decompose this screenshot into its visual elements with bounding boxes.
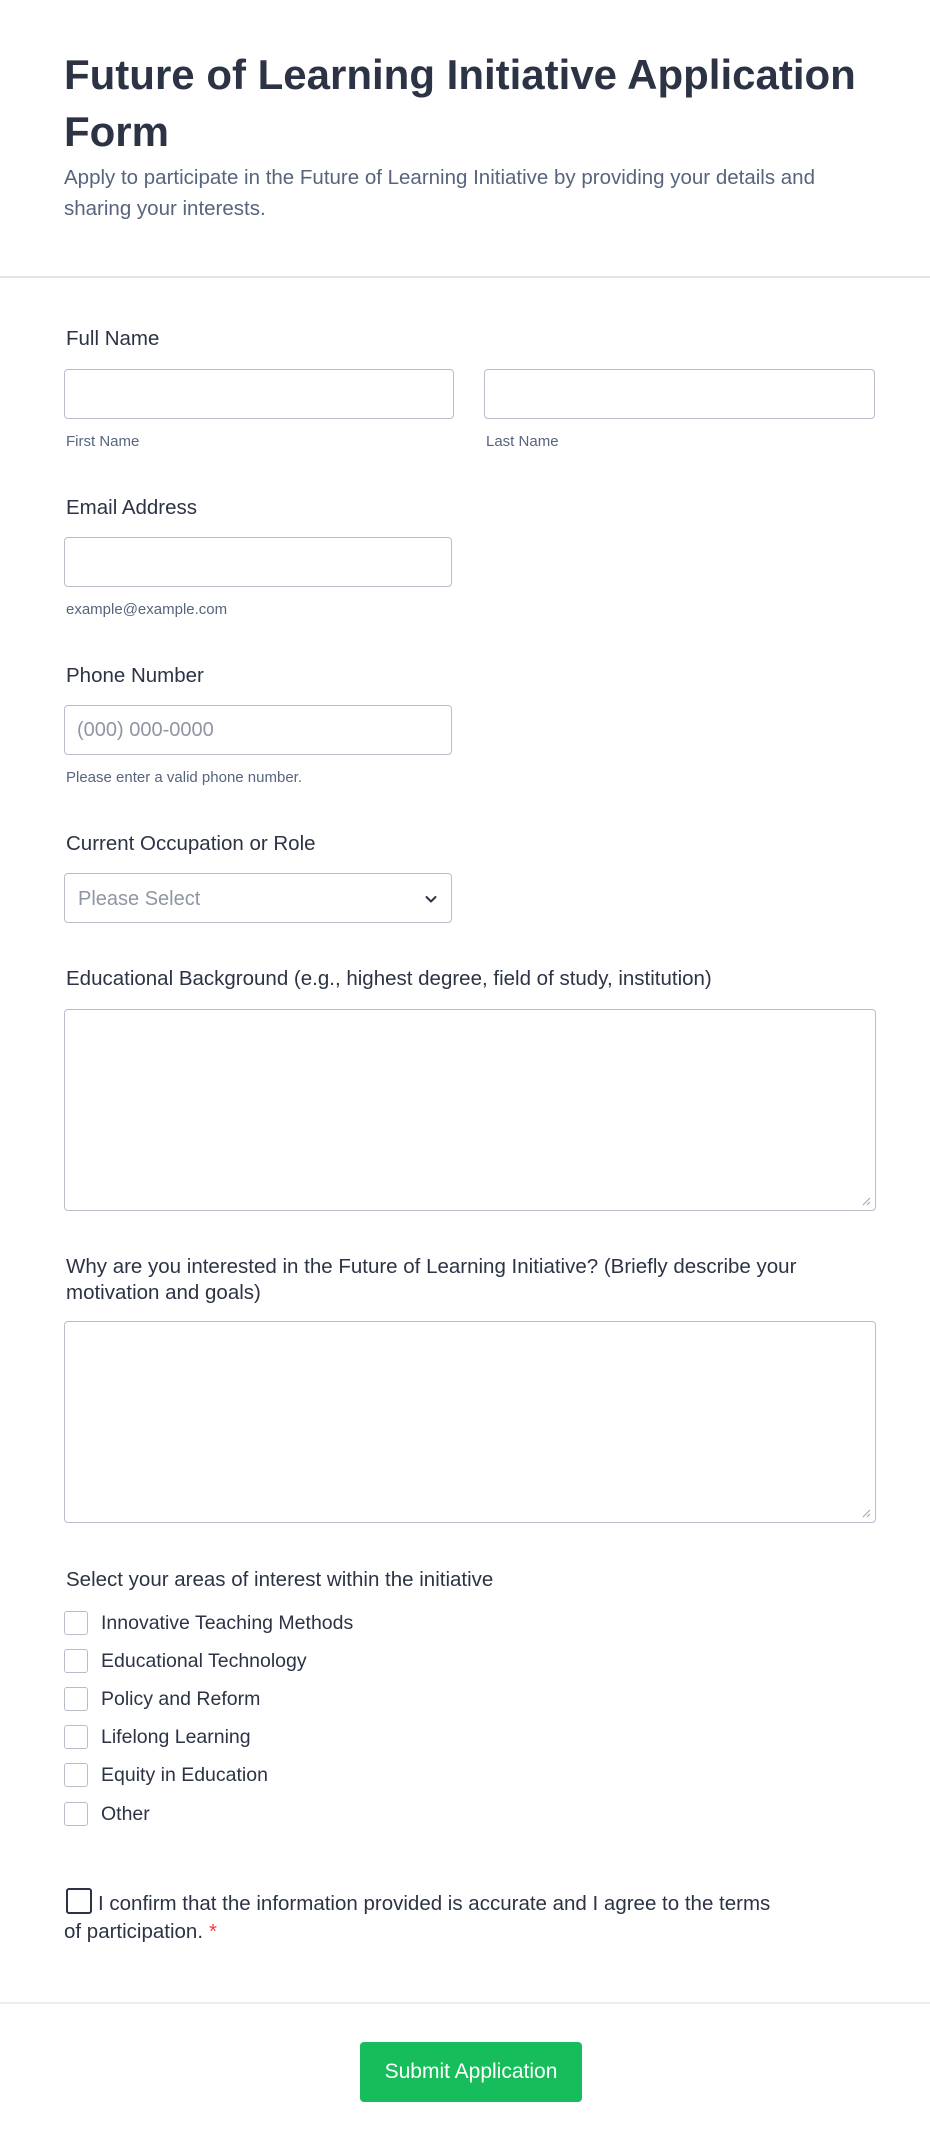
footer-divider (0, 2002, 930, 2004)
first-name-sublabel: First Name (66, 433, 140, 450)
terms-agreement (64, 1888, 784, 1946)
first-name-input[interactable] (64, 369, 454, 419)
submit-button[interactable]: Submit Application (360, 2042, 582, 2102)
phone-input[interactable] (64, 705, 452, 755)
checkbox[interactable] (64, 1649, 88, 1673)
required-mark: * (209, 1920, 218, 1943)
last-name-sublabel: Last Name (486, 433, 559, 450)
email-sublabel: example@example.com (66, 601, 228, 618)
form-header (0, 0, 930, 278)
interests-label: Select your areas of interest within the initiative (66, 1568, 494, 1591)
interest-option-label: Policy and Reform (101, 1688, 261, 1710)
form-subtitle: Apply to participate in the Future of Learning Initiative by providing your details and sharing your interests. (64, 166, 815, 220)
chevron-down-icon (423, 891, 439, 907)
motivation-textarea[interactable] (64, 1321, 876, 1523)
email-input[interactable] (64, 537, 452, 587)
interest-option-label: Equity in Education (101, 1764, 268, 1786)
resize-handle-icon[interactable] (861, 1508, 871, 1518)
email-label: Email Address (66, 496, 198, 519)
motivation-label: Why are you interested in the Future of Learning Initiative? (Briefly describe your motivation and goals) (66, 1255, 797, 1304)
occupation-select-value: Please Select (78, 888, 201, 910)
terms-checkbox[interactable] (66, 1888, 92, 1914)
last-name-input[interactable] (484, 369, 875, 419)
resize-handle-icon[interactable] (861, 1196, 871, 1206)
education-label: Educational Background (e.g., highest degree, field of study, institution) (66, 967, 712, 990)
interest-option-label: Innovative Teaching Methods (101, 1612, 354, 1634)
form-title: Future of Learning Initiative Application Form (64, 51, 856, 155)
checkbox[interactable] (64, 1725, 88, 1749)
phone-sublabel: Please enter a valid phone number. (66, 769, 302, 786)
interest-option-label: Other (101, 1803, 150, 1825)
occupation-label: Current Occupation or Role (66, 832, 316, 855)
checkbox[interactable] (64, 1687, 88, 1711)
interest-option-label: Lifelong Learning (101, 1726, 251, 1748)
full-name-label: Full Name (66, 327, 160, 350)
terms-label: I confirm that the information provided is accurate and I agree to the terms of participation. (64, 1892, 771, 1943)
phone-label: Phone Number (66, 664, 204, 687)
checkbox[interactable] (64, 1802, 88, 1826)
occupation-select[interactable] (64, 873, 452, 923)
checkbox[interactable] (64, 1763, 88, 1787)
education-textarea[interactable] (64, 1009, 876, 1211)
interest-option-label: Educational Technology (101, 1650, 307, 1672)
checkbox[interactable] (64, 1611, 88, 1635)
